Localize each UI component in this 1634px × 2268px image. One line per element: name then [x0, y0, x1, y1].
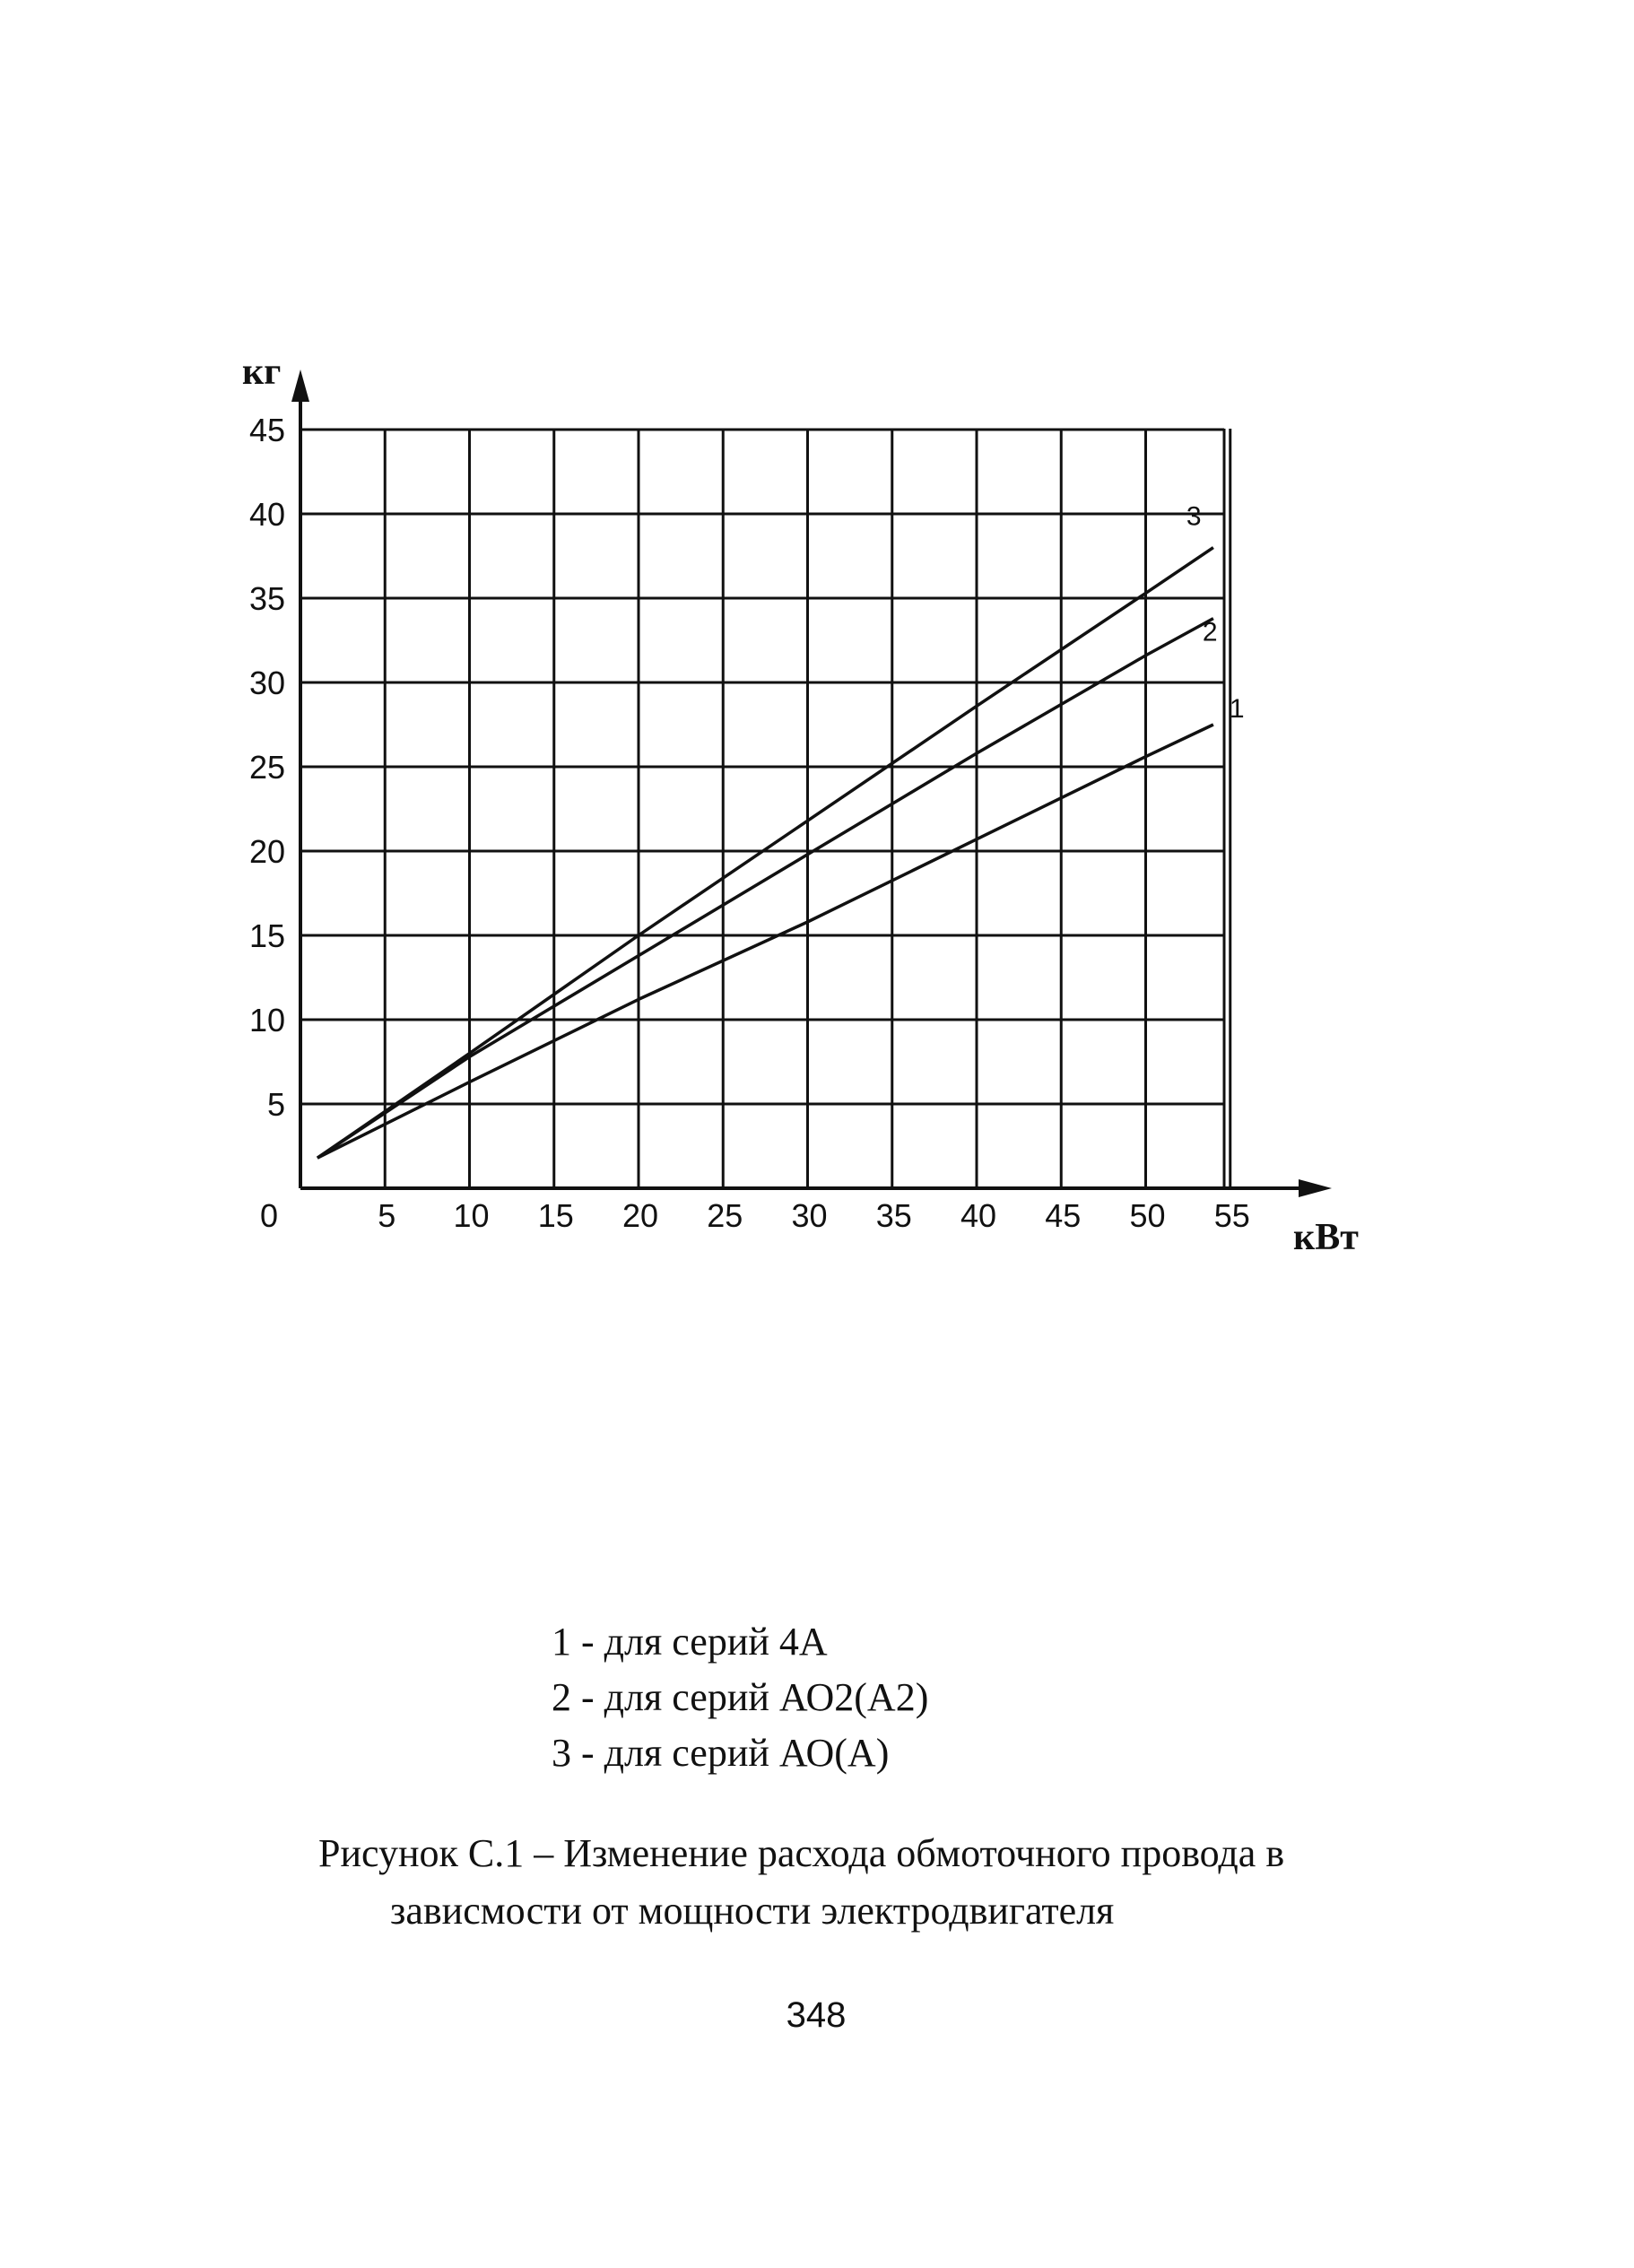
series-label-1: 1 — [1229, 694, 1245, 724]
x-tick-label: 50 — [1129, 1197, 1166, 1234]
y-tick-label: 45 — [248, 412, 285, 448]
y-axis-arrow — [291, 369, 309, 402]
y-tick-label: 25 — [248, 749, 285, 786]
legend-item-3: 3 - для серий АО(А) — [552, 1731, 890, 1775]
x-tick-label: 35 — [875, 1197, 912, 1234]
y-tick-label: 40 — [248, 496, 285, 533]
series-label-3: 3 — [1186, 501, 1202, 532]
legend — [552, 1614, 928, 1781]
legend-item-2: 2 - для серий АО2(А2) — [552, 1675, 929, 1719]
y-axis-label: кг — [242, 352, 282, 393]
caption-line-2: зависмости от мощности электродвигателя — [390, 1889, 1115, 1933]
x-tick-label: 30 — [791, 1197, 828, 1234]
page-number: 348 — [786, 1995, 847, 2035]
x-tick-label: 15 — [537, 1197, 574, 1234]
x-tick-label: 25 — [707, 1197, 743, 1234]
x-tick-label: 45 — [1045, 1197, 1082, 1234]
y-tick-label: 5 — [266, 1086, 285, 1123]
y-tick-label: 15 — [248, 917, 285, 954]
x-axis-arrow — [1299, 1179, 1332, 1197]
chart-ticks — [249, 412, 1250, 1234]
series-line-3 — [317, 548, 1213, 1159]
y-tick-label: 35 — [248, 580, 285, 617]
series-line-1 — [317, 725, 1213, 1158]
x-tick-label: 40 — [960, 1197, 997, 1234]
legend-item-1: 1 - для серий 4А — [552, 1620, 828, 1664]
caption-line-1: Рисунок С.1 – Изменение расхода обмоточного провода в — [318, 1831, 1285, 1875]
figure-caption — [318, 1825, 1395, 1940]
y-tick-label: 10 — [248, 1002, 285, 1038]
x-axis-label: кВт — [1293, 1217, 1359, 1258]
x-tick-label: 55 — [1213, 1197, 1250, 1234]
chart-series — [317, 502, 1245, 1159]
y-tick-label: 20 — [248, 833, 285, 870]
series-line-2 — [317, 619, 1213, 1159]
series-label-2: 2 — [1202, 617, 1218, 647]
x-tick-label: 0 — [259, 1197, 279, 1234]
y-tick-label: 30 — [248, 665, 285, 701]
x-tick-label: 20 — [621, 1197, 659, 1234]
x-tick-label: 5 — [378, 1197, 396, 1234]
x-tick-label: 10 — [453, 1197, 490, 1234]
